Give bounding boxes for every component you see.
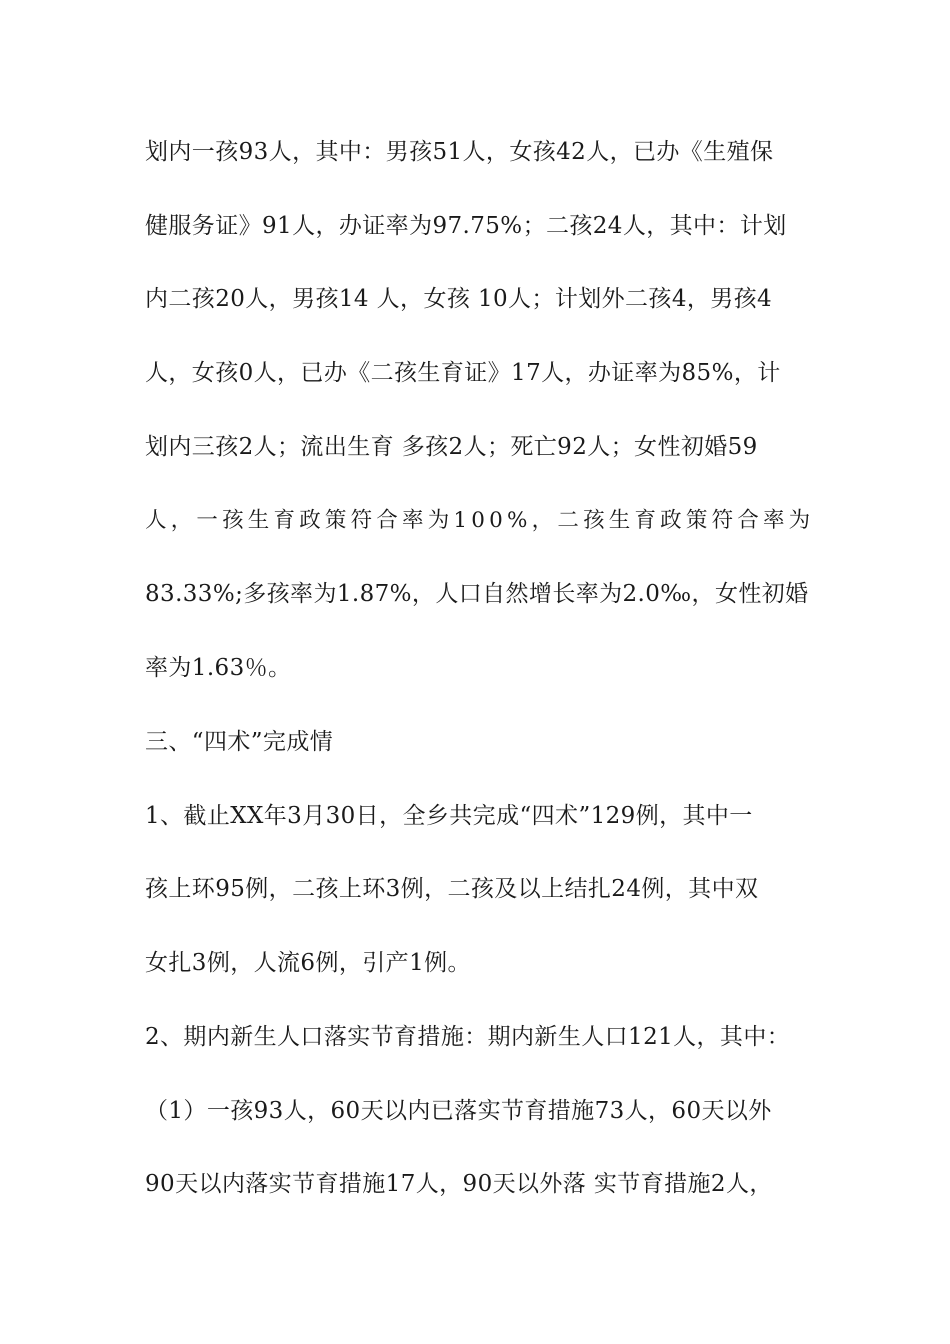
paragraph-line: 划内三孩2人；流出生育 多孩2人；死亡92人；女性初婚59 — [145, 434, 758, 460]
paragraph-line: 83.33%;多孩率为1.87%，人口自然增长率为2.0‰，女性初婚 — [145, 581, 809, 607]
paragraph-line: 率为1.63％。 — [145, 655, 292, 681]
paragraph-line: （1）一孩93人，60天以内已落实节育措施73人，60天以外 — [145, 1098, 772, 1124]
section-heading: 三、“四术”完成情 — [145, 729, 334, 755]
paragraph-line: 女扎3例，人流6例，引产1例。 — [145, 950, 471, 976]
paragraph-line: 2、期内新生人口落实节育措施：期内新生人口121人，其中： — [145, 1024, 791, 1050]
paragraph-line: 90天以内落实节育措施17人，90天以外落 实节育措施2人， — [145, 1171, 773, 1197]
paragraph-line: 内二孩20人，男孩14 人，女孩 10人；计划外二孩4，男孩4 — [145, 286, 773, 312]
paragraph-line: 1、截止XX年3月30日，全乡共完成“四术”129例，其中一 — [145, 803, 753, 829]
paragraph-line: 孩上环95例，二孩上环3例，二孩及以上结扎24例，其中双 — [145, 876, 759, 902]
paragraph-line: 人，女孩0人，已办《二孩生育证》17人，办证率为85%，计 — [145, 360, 781, 386]
paragraph-line: 健服务证》91人，办证率为97.75%；二孩24人，其中：计划 — [145, 213, 787, 239]
paragraph-line: 人，一孩生育政策符合率为100%，二孩生育政策符合率为 — [145, 508, 815, 533]
paragraph-line: 划内一孩93人，其中：男孩51人，女孩42人，已办《生殖保 — [145, 139, 774, 165]
